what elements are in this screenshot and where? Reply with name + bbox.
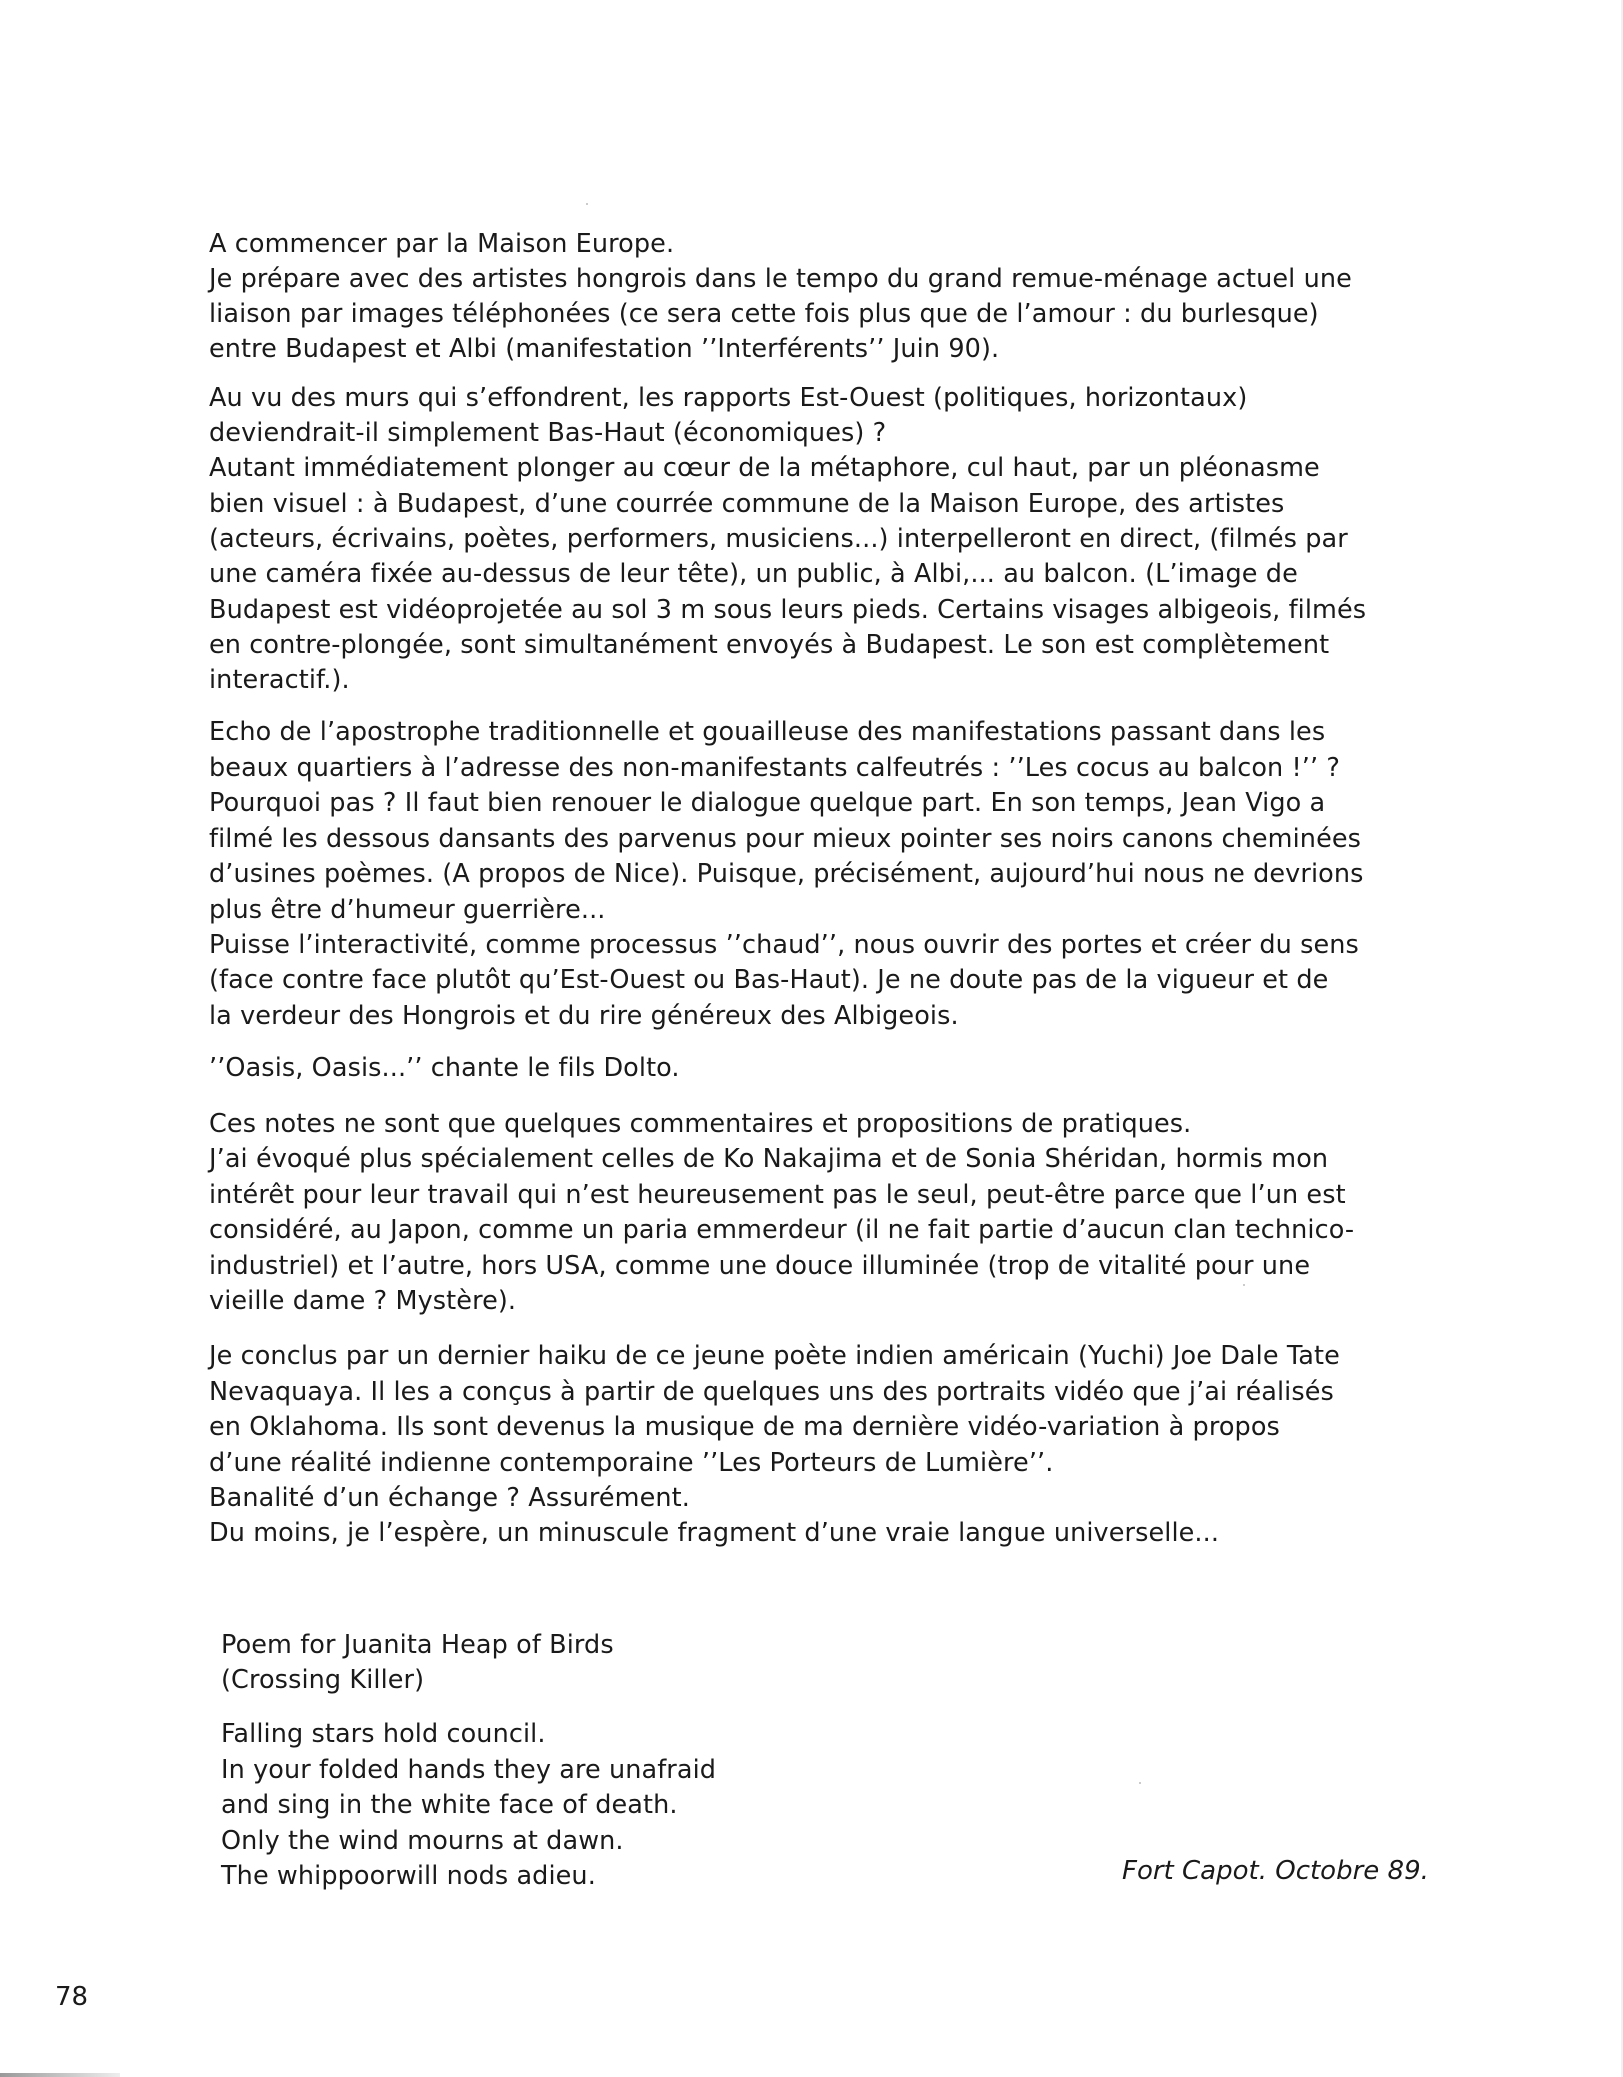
text-line: ’’Oasis, Oasis...’’ chante le fils Dolto. [209, 1053, 680, 1083]
poem-line: and sing in the white face of death. [221, 1790, 678, 1820]
scan-speck [1243, 1284, 1245, 1286]
poem-line: Falling stars hold council. [221, 1719, 546, 1749]
text-line: Budapest est vidéoprojetée au sol 3 m sous leurs pieds. Certains visages albigeois, filmés [209, 595, 1367, 625]
poem-title: Poem for Juanita Heap of Birds [221, 1630, 614, 1660]
scan-speck [586, 203, 588, 205]
text-line: Au vu des murs qui s’effondrent, les rapports Est-Ouest (politiques, horizontaux) [209, 383, 1248, 413]
text-line: la verdeur des Hongrois et du rire généreux des Albigeois. [209, 1001, 959, 1031]
text-line: d’usines poèmes. (A propos de Nice). Puisque, précisément, aujourd’hui nous ne devrions [209, 859, 1364, 889]
text-line: Echo de l’apostrophe traditionnelle et gouailleuse des manifestations passant dans les [209, 717, 1326, 747]
text-line: A commencer par la Maison Europe. [209, 229, 675, 259]
text-line: vieille dame ? Mystère). [209, 1286, 517, 1316]
text-line: intérêt pour leur travail qui n’est heureusement pas le seul, peut-être parce que l’un est [209, 1180, 1346, 1210]
text-line: Pourquoi pas ? Il faut bien renouer le dialogue quelque part. En son temps, Jean Vigo a [209, 788, 1326, 818]
signature: Fort Capot. Octobre 89. [1122, 1856, 1429, 1886]
text-line: Du moins, je l’espère, un minuscule fragment d’une vraie langue universelle... [209, 1518, 1220, 1548]
scan-edge [0, 2073, 120, 2077]
poem-line: In your folded hands they are unafraid [221, 1755, 717, 1785]
text-line: entre Budapest et Albi (manifestation ’’Interférents’’ Juin 90). [209, 334, 1000, 364]
text-line: en contre-plongée, sont simultanément envoyés à Budapest. Le son est complètement [209, 630, 1330, 660]
text-line: Banalité d’un échange ? Assurément. [209, 1483, 690, 1513]
text-line: industriel) et l’autre, hors USA, comme une douce illuminée (trop de vitalité pour une [209, 1251, 1311, 1281]
text-line: plus être d’humeur guerrière... [209, 895, 606, 925]
text-line: considéré, au Japon, comme un paria emmerdeur (il ne fait partie d’aucun clan technico- [209, 1215, 1355, 1245]
poem-line: The whippoorwill nods adieu. [221, 1861, 596, 1891]
text-line: Autant immédiatement plonger au cœur de la métaphore, cul haut, par un pléonasme [209, 453, 1320, 483]
poem-subtitle: (Crossing Killer) [221, 1665, 425, 1695]
text-line: Je prépare avec des artistes hongrois dans le tempo du grand remue-ménage actuel une [209, 264, 1352, 294]
text-line: une caméra fixée au-dessus de leur tête), un public, à Albi,... au balcon. (L’image de [209, 559, 1298, 589]
text-line: interactif.). [209, 665, 350, 695]
text-line: en Oklahoma. Ils sont devenus la musique de ma dernière vidéo-variation à propos [209, 1412, 1280, 1442]
text-line: bien visuel : à Budapest, d’une courrée commune de la Maison Europe, des artistes [209, 489, 1285, 519]
text-line: beaux quartiers à l’adresse des non-manifestants calfeutrés : ’’Les cocus au balcon !’’ ? [209, 753, 1341, 783]
page-number: 78 [55, 1982, 89, 2012]
text-line: Je conclus par un dernier haiku de ce jeune poète indien américain (Yuchi) Joe Dale Tate [209, 1341, 1340, 1371]
text-line: d’une réalité indienne contemporaine ’’Les Porteurs de Lumière’’. [209, 1448, 1054, 1478]
text-line: J’ai évoqué plus spécialement celles de Ko Nakajima et de Sonia Shéridan, hormis mon [209, 1144, 1329, 1174]
text-line: filmé les dessous dansants des parvenus pour mieux pointer ses noirs canons cheminées [209, 824, 1362, 854]
scan-speck [1139, 1782, 1141, 1784]
text-line: (acteurs, écrivains, poètes, performers, musiciens...) interpelleront en direct, (filmés par [209, 524, 1348, 554]
text-line: Puisse l’interactivité, comme processus ’’chaud’’, nous ouvrir des portes et créer du sens [209, 930, 1359, 960]
poem-line: Only the wind mourns at dawn. [221, 1826, 624, 1856]
text-line: Nevaquaya. Il les a conçus à partir de quelques uns des portraits vidéo que j’ai réalisés [209, 1377, 1334, 1407]
text-line: deviendrait-il simplement Bas-Haut (économiques) ? [209, 418, 887, 448]
text-line: (face contre face plutôt qu’Est-Ouest ou Bas-Haut). Je ne doute pas de la vigueur et de [209, 965, 1329, 995]
text-line: liaison par images téléphonées (ce sera cette fois plus que de l’amour : du burlesque) [209, 299, 1319, 329]
text-line: Ces notes ne sont que quelques commentaires et propositions de pratiques. [209, 1109, 1192, 1139]
